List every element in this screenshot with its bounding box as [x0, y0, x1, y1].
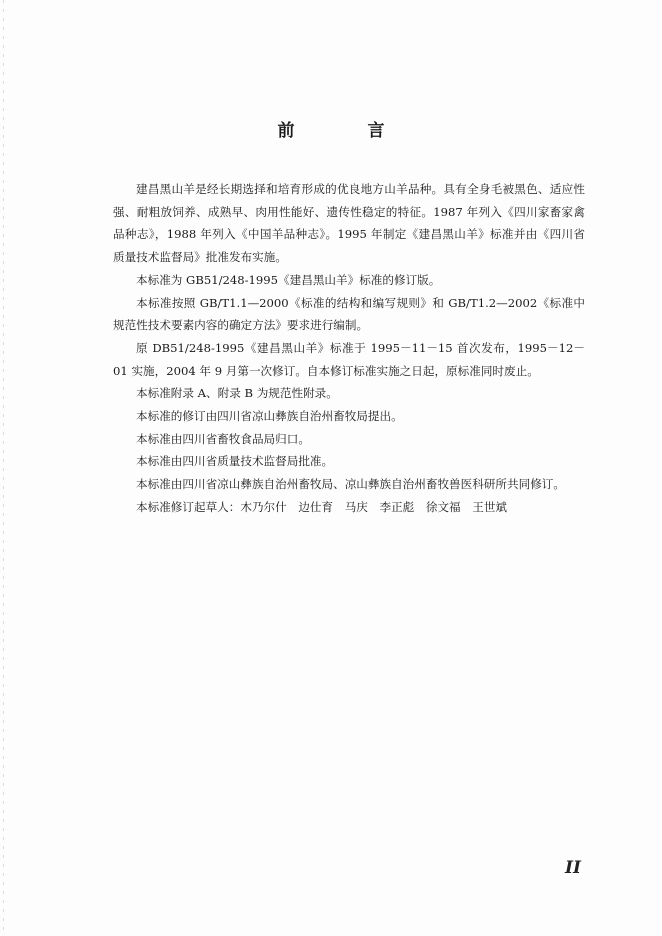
paragraph-revision-of: 本标准为 GB51/248-1995《建昌黑山羊》标准的修订版。: [136, 272, 441, 287]
paragraph-breed-intro: 建昌黑山羊是经长期选择和培育形成的优良地方山羊品种。具有全身毛被黑色、适应性强、耐粗放饲养、成熟早、肉用性能好、遗传性稳定的特征。1987 年列入《四川家畜家禽品种志》，1988 年列入《中国羊品种志》。1995 年制定《建昌黑山羊》标准并由《四川省质量技术监督局》批准发布实施。: [113, 182, 585, 265]
paragraph-proposed-by: 本标准的修订由四川省凉山彝族自治州畜牧局提出。: [136, 409, 403, 424]
page-number: II: [565, 858, 581, 878]
paragraph-centralized-by: 本标准由四川省畜牧食品局归口。: [136, 431, 310, 446]
paragraph-annexes: 本标准附录 A、附录 B 为规范性附录。: [136, 386, 338, 401]
foreword-body: [113, 178, 585, 519]
paragraph-drafters: 本标准修订起草人：木乃尔什 边仕育 马庆 李正彪 徐文福 王世斌: [136, 499, 508, 514]
paragraph-drafting-rules: 本标准按照 GB/T1.1—2000《标准的结构和编写规则》和 GB/T1.2—2002《标准中规范性技术要素内容的确定方法》要求进行编制。: [113, 295, 585, 333]
paragraph-revised-by: 本标准由四川省凉山彝族自治州畜牧局、凉山彝族自治州畜牧兽医科研所共同修订。: [136, 477, 565, 492]
page-title: 前 言: [277, 121, 413, 141]
paragraph-approved-by: 本标准由四川省质量技术监督局批准。: [136, 454, 334, 469]
paragraph-history: 原 DB51/248-1995《建昌黑山羊》标准于 1995－11－15 首次发布，1995－12－01 实施，2004 年 9 月第一次修订。自本修订标准实施之日起，原标准同时废止。: [113, 340, 585, 378]
